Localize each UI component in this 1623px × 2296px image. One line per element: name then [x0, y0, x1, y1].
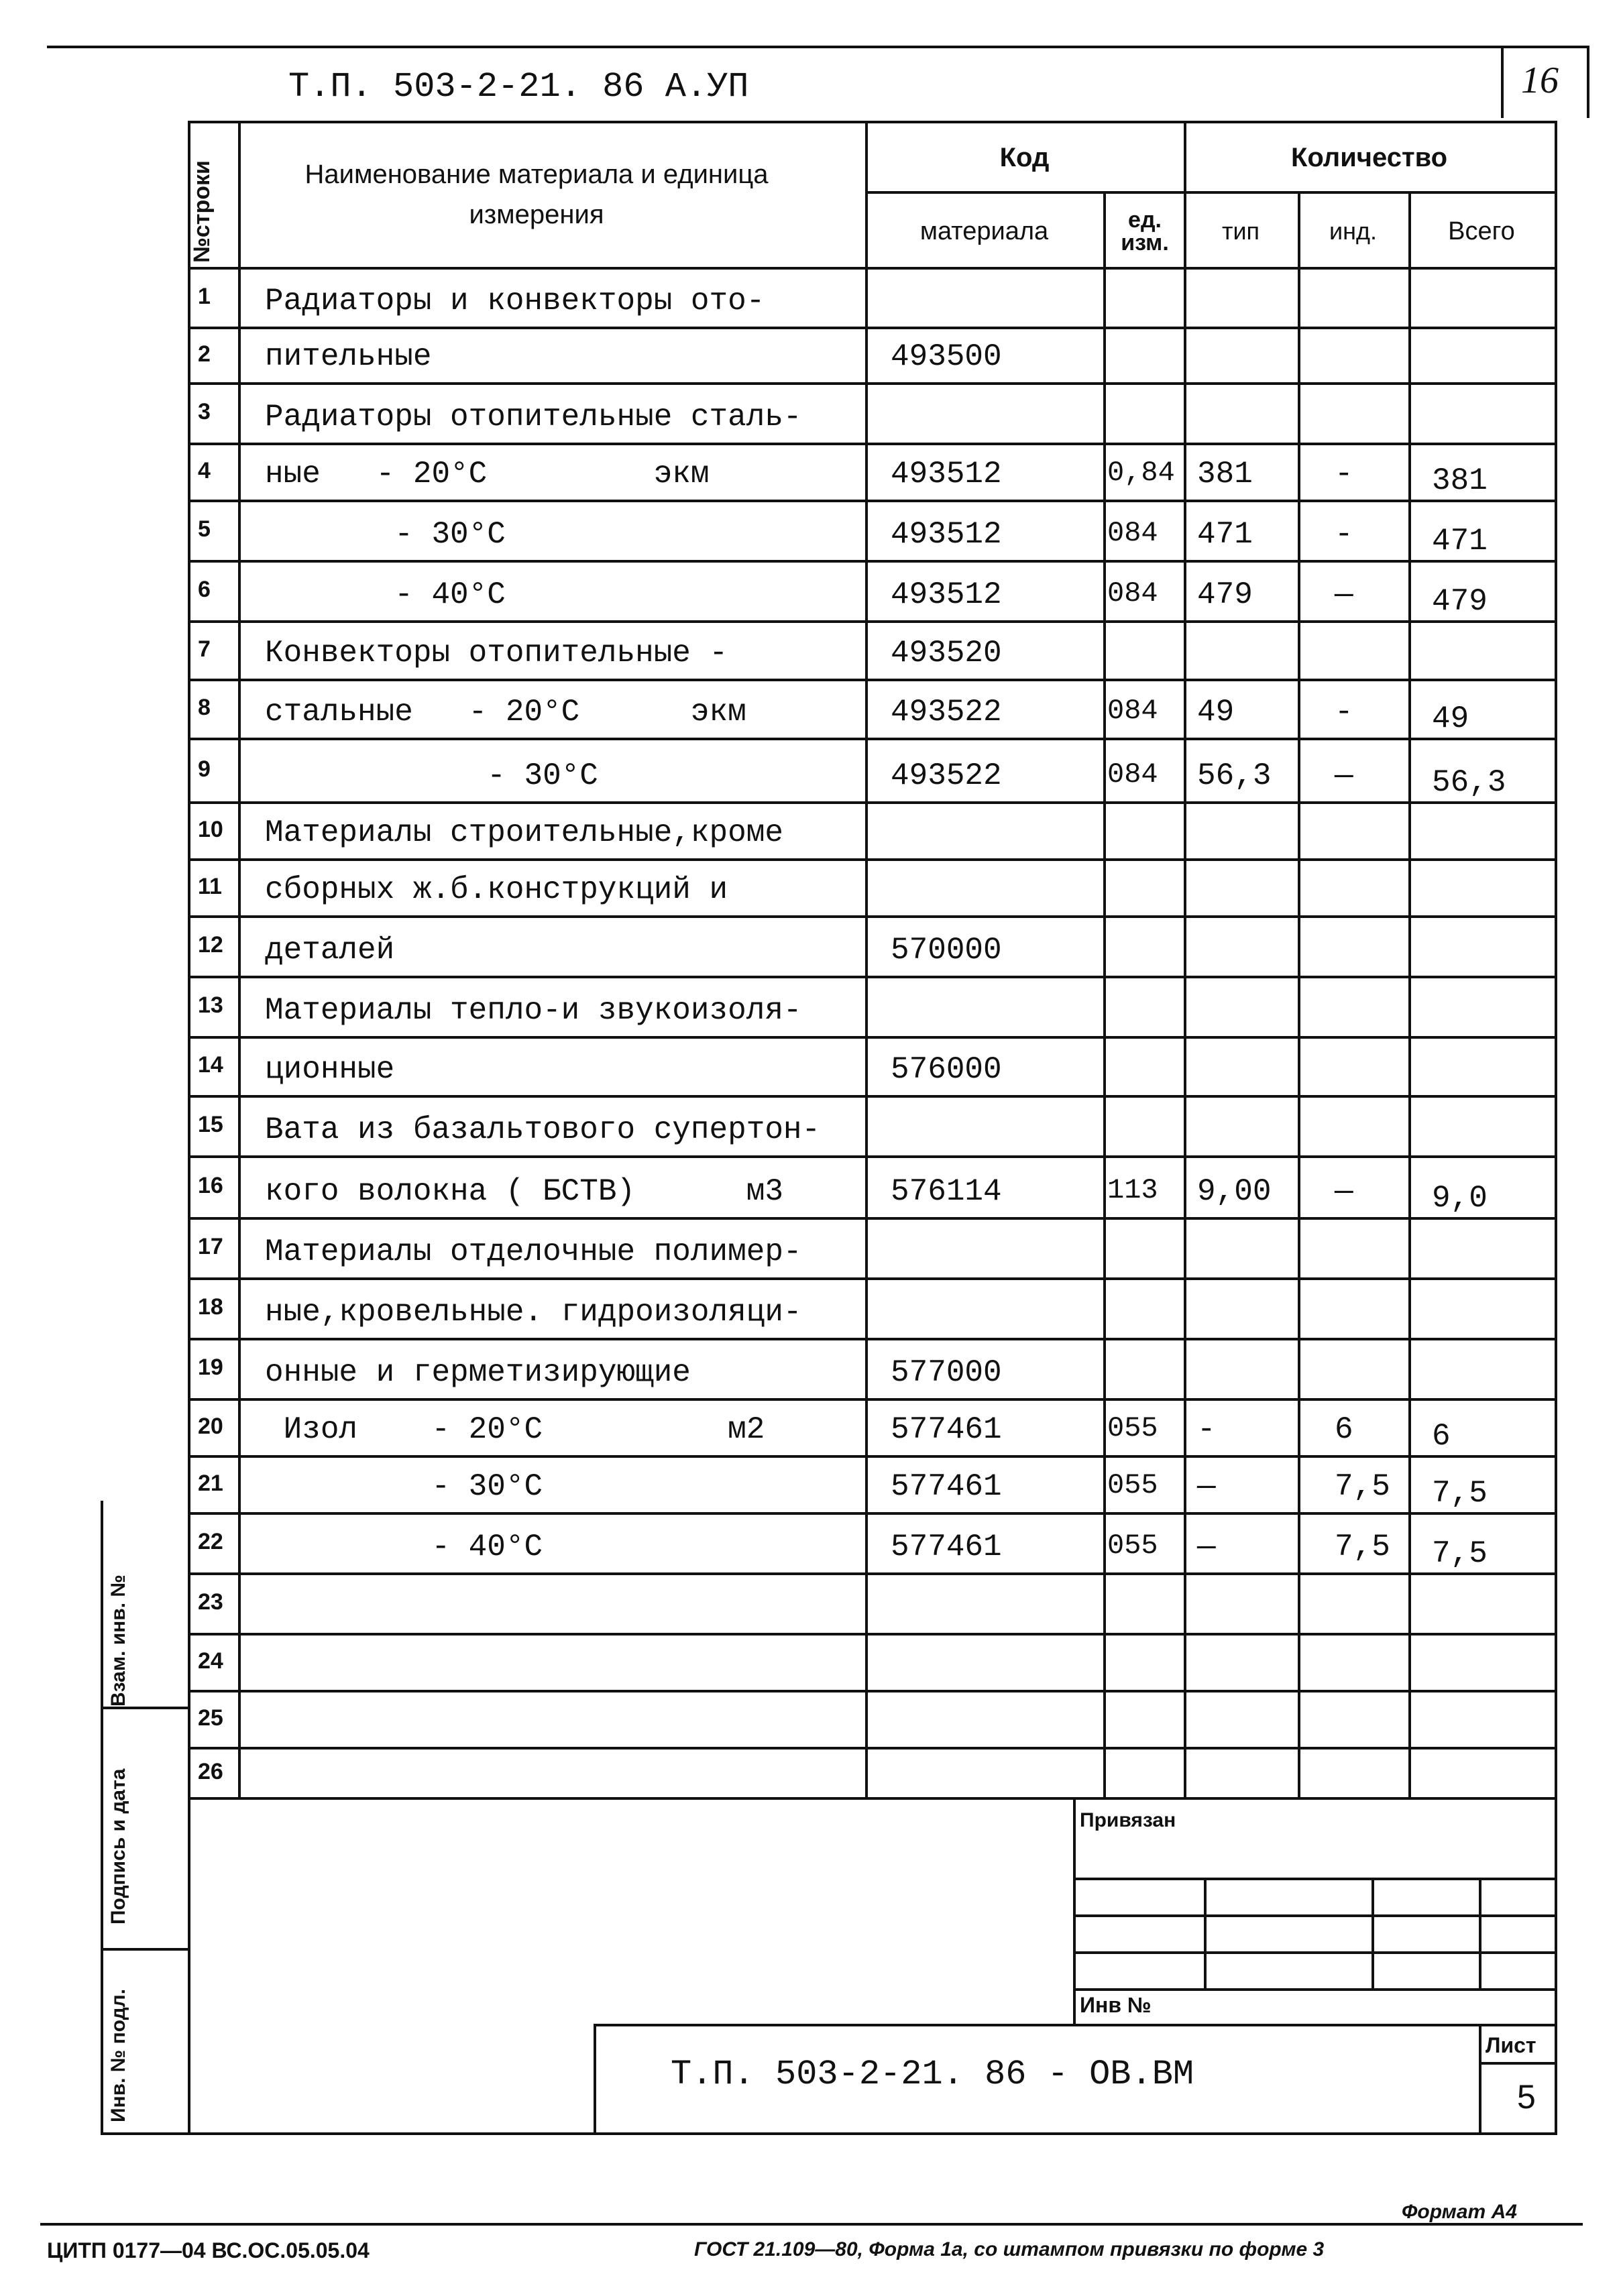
row-name: онные и герметизирующие — [265, 1355, 691, 1390]
row-unit: 0,84 — [1107, 457, 1175, 489]
row-code: 493500 — [891, 339, 1002, 374]
row-number: 26 — [198, 1758, 223, 1784]
top-rule — [47, 46, 1589, 48]
row-number: 15 — [198, 1112, 223, 1137]
row-unit: 055 — [1107, 1530, 1158, 1562]
row-number: 7 — [198, 636, 211, 662]
row-rule — [188, 1797, 1557, 1800]
row-qty-type: — — [1197, 1530, 1216, 1564]
row-code: 493520 — [891, 636, 1002, 671]
row-qty-type: - — [1197, 1412, 1216, 1447]
side-stamp-frame-top — [101, 1501, 103, 2132]
row-number: 6 — [198, 577, 211, 602]
row-name: кого волокна ( БСТВ) м3 — [265, 1174, 783, 1209]
row-rule — [188, 500, 1557, 502]
row-qty-type: 49 — [1197, 695, 1235, 730]
row-qty-total: 56,3 — [1432, 765, 1506, 800]
row-rule — [188, 679, 1557, 681]
header-mid-rule-code — [865, 191, 1184, 194]
header-code-group: Код — [999, 143, 1050, 172]
row-name: Радиаторы и конвекторы ото- — [265, 284, 765, 319]
row-code: 577461 — [891, 1412, 1002, 1447]
row-rule — [188, 858, 1557, 861]
stamp-frame-left — [188, 1797, 190, 2132]
header-sheet-box-left — [1501, 46, 1504, 118]
row-number: 21 — [198, 1470, 223, 1496]
row-number: 3 — [198, 399, 211, 424]
row-name: пительные — [265, 339, 432, 374]
stamp-doc-code: Т.П. 503-2-21. 86 - ОВ.ВМ — [671, 2055, 1194, 2094]
table-top — [188, 121, 1557, 123]
footer-format: Формат А4 — [1402, 2201, 1517, 2223]
header-mid-rule-qty — [1184, 191, 1555, 194]
row-code: 493522 — [891, 758, 1002, 793]
footer-right: ГОСТ 21.109—80, Форма 1а, со штампом привязки по форме 3 — [694, 2238, 1325, 2260]
row-unit: 084 — [1107, 517, 1158, 549]
row-unit: 084 — [1107, 758, 1158, 791]
row-name: Материалы строительные,кроме — [265, 815, 783, 850]
row-rule — [188, 1217, 1557, 1220]
privyazan-col-2 — [1372, 1878, 1374, 1988]
privyazan-col-1 — [1204, 1878, 1207, 1988]
privyazan-box-left — [1073, 1797, 1076, 2025]
row-qty-type: 471 — [1197, 517, 1253, 552]
row-code: 493512 — [891, 517, 1002, 552]
privyazan-col-3 — [1479, 1878, 1481, 1988]
row-rule — [188, 1155, 1557, 1158]
row-qty-ind: — — [1335, 1174, 1353, 1209]
privyazan-rule-4 — [1073, 1988, 1555, 1991]
row-rule — [188, 1455, 1557, 1458]
row-name: Вата из базальтового супертон- — [265, 1112, 821, 1147]
side-sep-1 — [101, 1707, 188, 1709]
list-box-mid — [1479, 2062, 1555, 2065]
col-line-2 — [865, 121, 868, 1797]
stamp-list-label: Лист — [1486, 2033, 1536, 2057]
header-name: Наименование материала и единица измерения — [304, 160, 769, 229]
stamp-list-value: 5 — [1517, 2078, 1536, 2116]
stamp-frame-right — [1555, 1797, 1557, 2132]
row-name: Конвекторы отопительные - — [265, 636, 728, 671]
row-number: 13 — [198, 992, 223, 1018]
row-number: 16 — [198, 1173, 223, 1198]
row-name: Материалы отделочные полимер- — [265, 1235, 802, 1269]
row-name: - 40°С — [265, 1530, 543, 1564]
header-sheet-box-right — [1587, 46, 1589, 118]
row-rule — [188, 738, 1557, 740]
row-name: - 30°С — [265, 758, 598, 793]
row-qty-ind: - — [1335, 457, 1353, 492]
col-line-6 — [1408, 191, 1411, 1797]
row-number: 2 — [198, 341, 211, 367]
row-qty-ind: - — [1335, 517, 1353, 552]
row-qty-total: 479 — [1432, 584, 1488, 619]
row-qty-total: 9,0 — [1432, 1181, 1488, 1216]
row-code: 576114 — [891, 1174, 1002, 1209]
list-box-left — [1479, 2024, 1481, 2135]
row-number: 23 — [198, 1589, 223, 1615]
row-number: 1 — [198, 283, 211, 309]
row-name: Изол - 20°С м2 — [265, 1412, 765, 1447]
header-qty-total: Всего — [1448, 217, 1515, 245]
header-qty-group: Количество — [1290, 143, 1448, 172]
table-outer-left — [188, 121, 190, 1797]
row-name: - 40°С — [265, 577, 506, 612]
row-code: 493512 — [891, 577, 1002, 612]
header-doc-code: Т.П. 503-2-21. 86 А.УП — [288, 67, 749, 107]
row-rule — [188, 1095, 1557, 1098]
row-number: 20 — [198, 1413, 223, 1439]
row-rule — [188, 915, 1557, 918]
col-line-3 — [1103, 191, 1106, 1797]
row-number: 4 — [198, 457, 211, 483]
row-rule — [188, 1338, 1557, 1340]
row-rule — [188, 327, 1557, 329]
row-name: - 30°С — [265, 1469, 543, 1504]
row-number: 8 — [198, 695, 211, 720]
row-rule — [188, 443, 1557, 445]
row-name: Радиаторы отопительные сталь- — [265, 400, 802, 435]
header-rownum: №строки — [189, 160, 215, 263]
stamp-privyazan: Привязан — [1080, 1809, 1176, 1831]
row-rule — [188, 1690, 1557, 1692]
row-number: 18 — [198, 1294, 223, 1320]
row-qty-type: 56,3 — [1197, 758, 1272, 793]
row-number: 24 — [198, 1648, 223, 1674]
row-qty-ind: - — [1335, 695, 1353, 730]
row-rule — [188, 1572, 1557, 1575]
row-rule — [188, 382, 1557, 385]
row-number: 11 — [198, 873, 222, 899]
row-unit: 055 — [1107, 1469, 1158, 1501]
header-qty-ind: инд. — [1329, 217, 1377, 245]
row-name: сборных ж.б.конструкций и — [265, 872, 728, 907]
row-qty-ind: 7,5 — [1335, 1469, 1390, 1504]
row-qty-total: 7,5 — [1432, 1536, 1488, 1571]
row-qty-total: 6 — [1432, 1419, 1451, 1454]
row-unit: 113 — [1107, 1174, 1158, 1206]
row-name: - 30°С — [265, 517, 506, 552]
row-number: 22 — [198, 1529, 223, 1554]
row-name: ные,кровельные. гидроизоляци- — [265, 1295, 802, 1330]
row-rule — [188, 1747, 1557, 1749]
row-number: 19 — [198, 1355, 223, 1380]
row-qty-type: 479 — [1197, 577, 1253, 612]
side-label-vzam: Взам. инв. № — [107, 1574, 129, 1707]
row-name: Материалы тепло-и звукоизоля- — [265, 993, 802, 1028]
row-number: 10 — [198, 816, 223, 842]
row-code: 577461 — [891, 1530, 1002, 1564]
stamp-inv-no: Инв № — [1080, 1993, 1152, 2017]
row-number: 14 — [198, 1052, 223, 1078]
row-rule — [188, 620, 1557, 623]
privyazan-rule-3 — [1073, 1951, 1555, 1954]
side-label-podpis: Подпись и дата — [107, 1768, 129, 1925]
col-line-4 — [1184, 121, 1186, 1797]
row-qty-total: 381 — [1432, 463, 1488, 498]
row-qty-ind: — — [1335, 758, 1353, 793]
row-name: стальные - 20°С экм — [265, 695, 746, 730]
row-number: 17 — [198, 1234, 223, 1259]
header-code-unit: ед. изм. — [1121, 207, 1169, 255]
row-qty-total: 7,5 — [1432, 1476, 1488, 1511]
row-code: 493512 — [891, 457, 1002, 492]
row-rule — [188, 976, 1557, 978]
row-qty-type: — — [1197, 1469, 1216, 1504]
row-qty-total: 471 — [1432, 524, 1488, 559]
row-qty-ind: — — [1335, 577, 1353, 612]
row-code: 576000 — [891, 1052, 1002, 1087]
row-qty-type: 9,00 — [1197, 1174, 1272, 1209]
col-line-5 — [1298, 191, 1300, 1797]
row-rule — [188, 1277, 1557, 1280]
row-unit: 055 — [1107, 1412, 1158, 1444]
row-number: 25 — [198, 1705, 223, 1731]
privyazan-rule-2 — [1073, 1914, 1555, 1917]
row-code: 577000 — [891, 1355, 1002, 1390]
row-number: 5 — [198, 516, 211, 542]
side-label-inv-podl: Инв. № подл. — [107, 1988, 129, 2122]
row-rule — [188, 1512, 1557, 1515]
row-qty-ind: 6 — [1335, 1412, 1353, 1447]
row-rule — [188, 560, 1557, 563]
col-line-1 — [238, 121, 241, 1797]
row-number: 12 — [198, 932, 223, 958]
row-name: ционные — [265, 1052, 395, 1087]
table-outer-right — [1555, 121, 1557, 1797]
title-block-left — [594, 2024, 596, 2135]
privyazan-rule-1 — [1073, 1878, 1555, 1880]
title-block-top — [594, 2024, 1555, 2026]
bottom-rule — [40, 2223, 1583, 2226]
row-name: деталей — [265, 933, 395, 968]
row-code: 493522 — [891, 695, 1002, 730]
row-qty-type: 381 — [1197, 457, 1253, 492]
row-number: 9 — [198, 756, 211, 782]
side-sep-2 — [101, 1948, 188, 1951]
header-code-material: материала — [919, 217, 1049, 245]
row-code: 577461 — [891, 1469, 1002, 1504]
stamp-frame-bottom — [101, 2132, 1557, 2135]
row-unit: 084 — [1107, 695, 1158, 727]
row-code: 570000 — [891, 933, 1002, 968]
row-unit: 084 — [1107, 577, 1158, 610]
row-rule — [188, 1633, 1557, 1635]
row-rule — [188, 1036, 1557, 1039]
footer-left: ЦИТП 0177—04 ВС.ОС.05.05.04 — [47, 2238, 370, 2262]
header-qty-type: тип — [1221, 217, 1260, 245]
header-sheet-number: 16 — [1521, 60, 1559, 101]
row-rule — [188, 1398, 1557, 1401]
row-qty-total: 49 — [1432, 701, 1469, 736]
header-bottom-rule — [188, 267, 1557, 270]
row-qty-ind: 7,5 — [1335, 1530, 1390, 1564]
row-name: ные - 20°С экм — [265, 457, 710, 492]
row-rule — [188, 801, 1557, 804]
